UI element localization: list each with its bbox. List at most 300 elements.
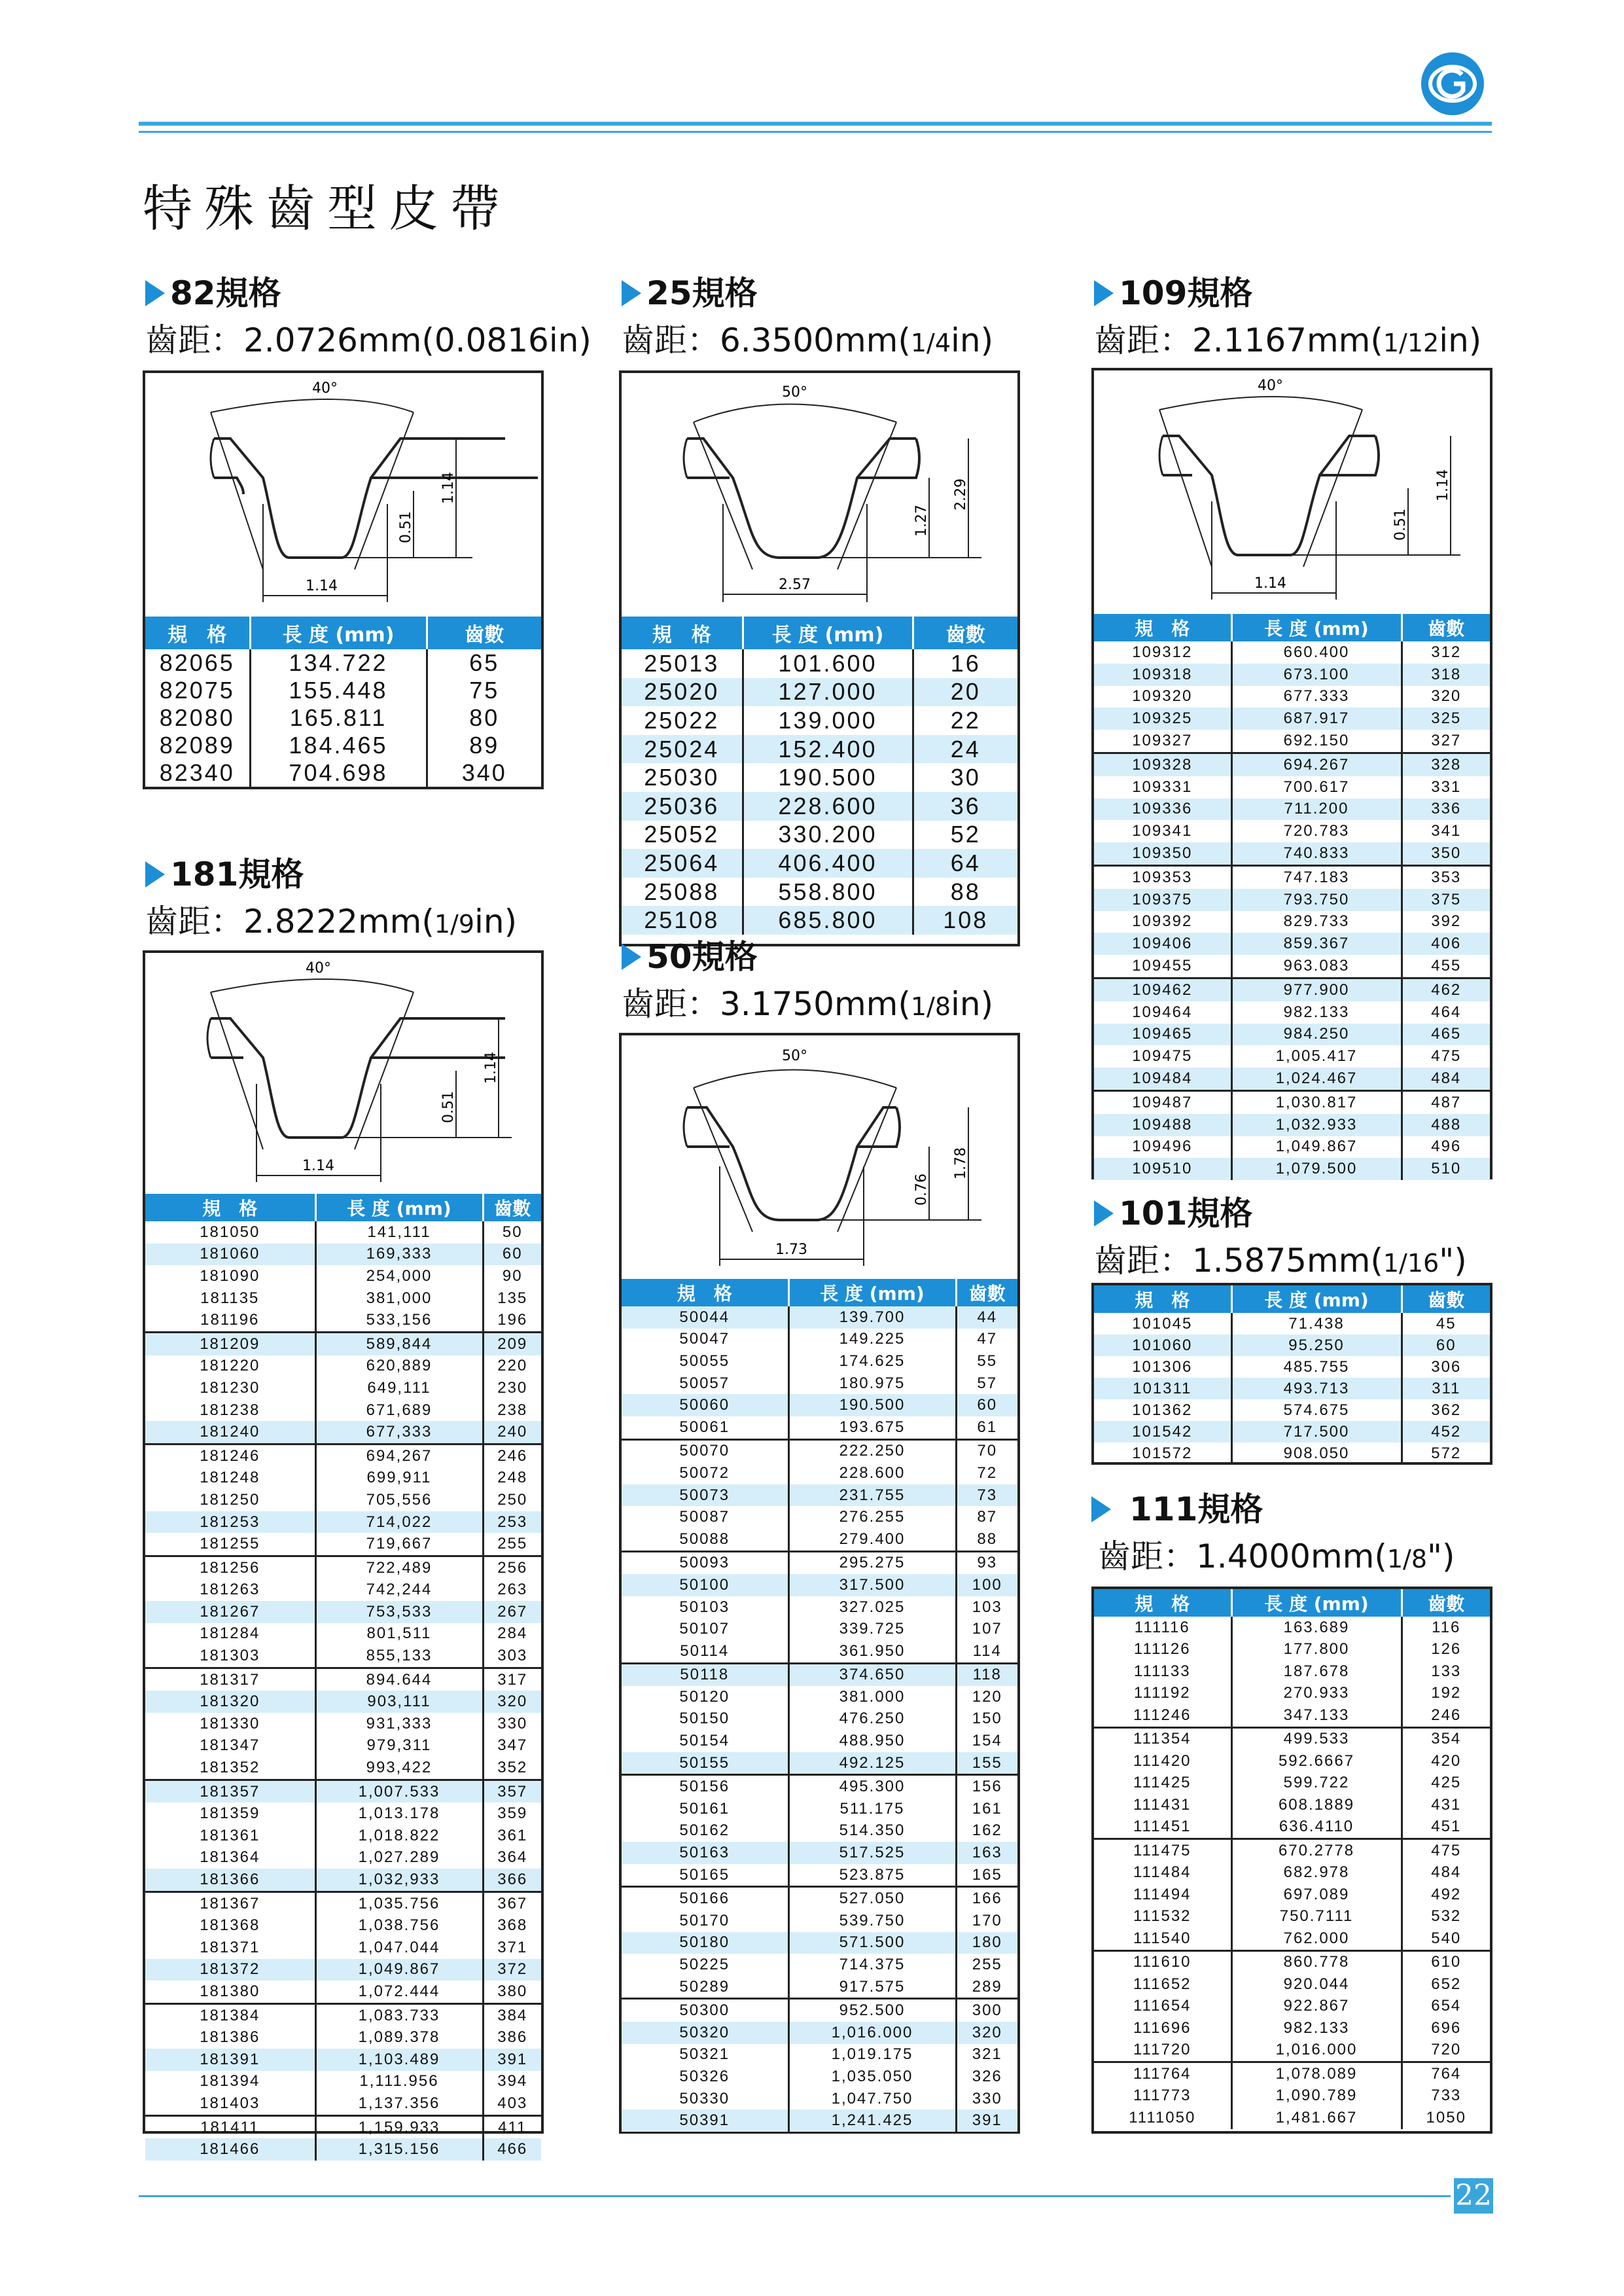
svg-text:40°: 40° <box>312 380 338 397</box>
teeth-cell: 350 <box>1402 842 1490 865</box>
teeth-cell: 135 <box>483 1287 541 1310</box>
spec-table-109: 規 格 長 度 (mm) 齒數 109312 660.400 312 109318 673.100 318 109320 677.333 320 109325 687.917 325 109327 692.150 327 109328 694.267 328 109331 700.617 331 109336 711.200 336 109341 720.783 341 109350 740.833 350 109353 747.183 353 109375 793.750 375 109392 829.733 392 109406 859.367 406 109455 963.083 455 109462 977.900 462 109464 982.133 464 109465 984.250 465 109475 1,005.417 475 109484 1,024.467 484 109487 1,030.817 487 109488 1,032.933 488 109496 1,049.867 496 109510 1,079.500 510 <box>1094 614 1490 1180</box>
teeth-cell: 87 <box>956 1506 1017 1528</box>
svg-text:1.73: 1.73 <box>775 1242 807 1258</box>
table-row <box>622 1798 1017 1820</box>
spec-table-101: 規 格 長 度 (mm) 齒數 101045 71.438 45 101060 95.250 60 101306 485.755 306 101311 493.713 311 101362 574.675 362 101542 717.500 452 101572 908.050 572 <box>1094 1285 1490 1464</box>
length-cell: 1,013.178 <box>315 1803 483 1825</box>
tooth-pitch: 齒距：2.0726mm(0.0816in) <box>145 321 591 359</box>
profile-table-50 <box>619 1033 1020 2134</box>
table-row <box>622 1372 1017 1395</box>
tooth-profile-diagram <box>622 1035 1017 1279</box>
teeth-cell: 572 <box>1402 1443 1490 1464</box>
length-cell: 699,911 <box>315 1467 483 1490</box>
length-cell: 527.050 <box>788 1887 956 1910</box>
table-row <box>1094 686 1490 708</box>
profile-table-181 <box>143 950 544 2159</box>
table-row <box>145 1265 541 1287</box>
table-row <box>145 1825 541 1847</box>
spec-cell: 101362 <box>1132 1401 1193 1419</box>
spec-cell: 181196 <box>200 1311 260 1329</box>
table-row <box>622 878 1017 906</box>
spec-cell: 181284 <box>200 1624 260 1643</box>
length-cell: 1,024.467 <box>1231 1067 1402 1090</box>
spec-cell: 50155 <box>622 1752 788 1775</box>
table-row <box>1094 1617 1490 1639</box>
length-cell: 514.350 <box>788 1820 956 1842</box>
table-row <box>622 1439 1017 1462</box>
teeth-cell: 289 <box>956 1976 1017 1999</box>
length-cell: 511.175 <box>788 1798 956 1820</box>
spec-cell: 50225 <box>679 1956 730 1974</box>
teeth-cell: 488 <box>1402 1114 1490 1136</box>
spec-cell: 109487 <box>1094 1090 1231 1113</box>
spec-cell: 50057 <box>679 1374 730 1392</box>
spec-cell: 111133 <box>1133 1662 1191 1680</box>
length-cell: 533,156 <box>315 1309 483 1332</box>
length-cell: 95.250 <box>1231 1335 1402 1356</box>
spec-cell: 181367 <box>145 1892 315 1914</box>
spec-cell: 109336 <box>1094 798 1231 821</box>
tooth-pitch: 齒距：1.4000mm(1/8") <box>1098 1537 1455 1575</box>
section-50 <box>622 937 993 1026</box>
teeth-cell: 44 <box>956 1306 1017 1329</box>
length-cell: 673.100 <box>1231 664 1402 686</box>
tooth-pitch: 齒距：2.1167mm(1/12in) <box>1094 321 1482 359</box>
spec-cell: 111652 <box>1133 1975 1192 1993</box>
spec-cell: 181394 <box>200 2072 260 2090</box>
length-cell: 1,030.817 <box>1231 1090 1402 1113</box>
table-row <box>622 1730 1017 1752</box>
table-row <box>145 2071 541 2093</box>
table-row <box>1094 1750 1490 1772</box>
teeth-cell: 196 <box>483 1309 541 1332</box>
spec-cell: 181371 <box>200 1938 260 1956</box>
teeth-cell: 60 <box>956 1394 1017 1416</box>
length-cell: 574.675 <box>1231 1399 1402 1421</box>
length-cell: 1,035.756 <box>315 1892 483 1914</box>
length-cell: 711.200 <box>1231 798 1402 821</box>
spec-cell: 50061 <box>679 1418 730 1436</box>
profile-table-101 <box>1091 1283 1492 1465</box>
teeth-cell: 364 <box>483 1847 541 1869</box>
spec-cell: 181403 <box>200 2094 260 2112</box>
teeth-cell: 411 <box>483 2115 541 2138</box>
length-cell: 228.600 <box>743 792 913 821</box>
teeth-cell: 88 <box>956 1528 1017 1551</box>
length-cell: 101.600 <box>743 649 913 678</box>
length-cell: 571.500 <box>788 1932 956 1954</box>
table-row <box>622 706 1017 735</box>
teeth-cell: 764 <box>1402 2062 1490 2085</box>
spec-cell: 109328 <box>1094 753 1231 776</box>
teeth-cell: 263 <box>483 1579 541 1602</box>
spec-cell: 111532 <box>1133 1907 1192 1926</box>
svg-text:40°: 40° <box>1258 378 1283 394</box>
table-row <box>145 1869 541 1892</box>
arrow-icon <box>622 944 641 970</box>
spec-cell: 50055 <box>679 1352 730 1370</box>
spec-cell: 109320 <box>1132 687 1193 706</box>
length-cell: 722,489 <box>315 1556 483 1579</box>
length-cell: 677.333 <box>1231 686 1402 708</box>
spec-cell: 50321 <box>679 2045 730 2064</box>
spec-cell: 181250 <box>200 1490 260 1509</box>
length-cell: 1,047.044 <box>315 1937 483 1959</box>
spec-cell: 50165 <box>679 1865 730 1884</box>
spec-cell: 111425 <box>1133 1774 1192 1792</box>
table-row <box>145 1444 541 1467</box>
table-row <box>145 1645 541 1668</box>
spec-cell: 50070 <box>622 1439 788 1462</box>
spec-cell: 111773 <box>1133 2087 1192 2105</box>
table-row <box>145 1780 541 1803</box>
spec-cell: 50166 <box>622 1887 788 1910</box>
teeth-cell: 70 <box>956 1439 1017 1462</box>
svg-text:1.14: 1.14 <box>1254 575 1286 592</box>
svg-text:0.51: 0.51 <box>398 511 414 543</box>
table-row <box>145 1421 541 1444</box>
spec-cell: 82075 <box>159 677 235 704</box>
spec-cell: 50087 <box>679 1508 730 1526</box>
length-cell: 977.900 <box>1231 978 1402 1001</box>
teeth-cell: 24 <box>913 735 1017 764</box>
table-row <box>622 1640 1017 1663</box>
spec-cell: 25013 <box>644 649 720 677</box>
spec-cell: 109318 <box>1094 664 1231 686</box>
length-cell: 1,103.489 <box>315 2049 483 2071</box>
spec-cell: 181368 <box>200 1916 260 1935</box>
teeth-cell: 253 <box>483 1511 541 1534</box>
table-row <box>622 1528 1017 1551</box>
length-cell: 750.7111 <box>1231 1906 1402 1928</box>
spec-cell: 181248 <box>200 1469 260 1487</box>
table-row <box>622 1574 1017 1596</box>
teeth-cell: 45 <box>1402 1313 1490 1335</box>
spec-cell: 50047 <box>679 1330 730 1348</box>
length-cell: 920.044 <box>1231 1973 1402 1996</box>
teeth-cell: 255 <box>483 1533 541 1556</box>
length-cell: 169,333 <box>315 1244 483 1266</box>
length-cell: 1,315.156 <box>315 2138 483 2161</box>
teeth-cell: 72 <box>956 1462 1017 1484</box>
teeth-cell: 466 <box>483 2138 541 2161</box>
table-row <box>145 1847 541 1869</box>
spec-cell: 181364 <box>200 1848 260 1867</box>
length-cell: 1,481.667 <box>1231 2107 1402 2129</box>
length-cell: 488.950 <box>788 1730 956 1752</box>
teeth-cell: 610 <box>1402 1950 1490 1973</box>
length-cell: 517.525 <box>788 1842 956 1864</box>
teeth-cell: 420 <box>1402 1750 1490 1772</box>
table-row <box>145 759 541 787</box>
length-cell: 740.833 <box>1231 842 1402 865</box>
teeth-cell: 492 <box>1402 1884 1490 1906</box>
teeth-cell: 22 <box>913 706 1017 735</box>
section-109 <box>1094 274 1481 363</box>
teeth-cell: 462 <box>1402 978 1490 1001</box>
table-row <box>622 2066 1017 2088</box>
teeth-cell: 88 <box>913 878 1017 906</box>
teeth-cell: 451 <box>1402 1816 1490 1839</box>
teeth-cell: 386 <box>483 2026 541 2049</box>
table-row <box>145 1467 541 1490</box>
spec-cell: 82089 <box>159 732 235 759</box>
table-row <box>145 1511 541 1534</box>
teeth-cell: 156 <box>956 1775 1017 1798</box>
length-cell: 231.755 <box>788 1484 956 1507</box>
teeth-cell: 246 <box>1402 1704 1490 1727</box>
teeth-cell: 64 <box>913 849 1017 878</box>
spec-cell: 50391 <box>622 2109 788 2132</box>
spec-cell: 181391 <box>145 2049 315 2071</box>
teeth-cell: 372 <box>483 1959 541 1981</box>
table-row <box>145 2115 541 2138</box>
length-cell: 279.400 <box>788 1528 956 1551</box>
table-row <box>145 1556 541 1579</box>
table-row <box>1094 2107 1490 2129</box>
spec-cell: 25088 <box>644 878 720 905</box>
teeth-cell: 250 <box>483 1489 541 1511</box>
svg-text:2.57: 2.57 <box>779 577 811 593</box>
table-row <box>622 821 1017 850</box>
teeth-cell: 114 <box>956 1640 1017 1663</box>
table-row <box>1094 641 1490 664</box>
spec-cell: 181090 <box>200 1266 260 1285</box>
spec-cell: 109455 <box>1132 957 1193 975</box>
table-row <box>1094 1158 1490 1180</box>
length-cell: 1,032.933 <box>1231 1114 1402 1136</box>
section-heading: 111規格 <box>1129 1490 1263 1528</box>
table-row <box>622 1842 1017 1864</box>
spec-cell: 50093 <box>622 1551 788 1574</box>
teeth-cell: 317 <box>483 1668 541 1691</box>
length-cell: 1,159.933 <box>315 2115 483 2138</box>
teeth-cell: 487 <box>1402 1090 1490 1113</box>
spec-cell: 109350 <box>1094 842 1231 865</box>
table-row <box>1094 1045 1490 1067</box>
spec-cell: 111484 <box>1133 1863 1192 1882</box>
teeth-cell: 510 <box>1402 1158 1490 1180</box>
table-row <box>1094 1001 1490 1024</box>
table-row <box>1094 1090 1490 1113</box>
spec-cell: 50180 <box>622 1932 788 1954</box>
teeth-cell: 100 <box>956 1574 1017 1596</box>
spec-cell: 181238 <box>200 1401 260 1419</box>
spec-cell: 101572 <box>1132 1444 1193 1462</box>
table-row <box>145 1221 541 1244</box>
section-181 <box>145 855 517 944</box>
spec-cell: 82065 <box>159 649 235 676</box>
spec-cell: 109327 <box>1132 732 1193 750</box>
section-82 <box>145 274 591 360</box>
teeth-cell: 267 <box>483 1601 541 1623</box>
length-cell: 599.722 <box>1231 1772 1402 1795</box>
teeth-cell: 328 <box>1402 753 1490 776</box>
spec-cell: 181060 <box>145 1244 315 1266</box>
section-25 <box>622 274 993 363</box>
svg-text:40°: 40° <box>306 960 331 977</box>
spec-cell: 50330 <box>679 2089 730 2108</box>
table-row <box>1094 842 1490 865</box>
spec-cell: 25030 <box>644 764 720 791</box>
length-cell: 493.713 <box>1231 1378 1402 1399</box>
table-row <box>145 1287 541 1310</box>
teeth-cell: 248 <box>483 1467 541 1490</box>
table-row <box>1094 1660 1490 1683</box>
teeth-cell: 180 <box>956 1932 1017 1954</box>
teeth-cell: 133 <box>1402 1660 1490 1683</box>
spec-cell: 50154 <box>679 1732 730 1750</box>
teeth-cell: 341 <box>1402 820 1490 842</box>
teeth-cell: 484 <box>1402 1862 1490 1884</box>
table-row <box>1094 1794 1490 1816</box>
arrow-icon <box>1094 280 1114 306</box>
length-cell: 1,049.867 <box>315 1959 483 1981</box>
spec-cell: 111116 <box>1134 1618 1190 1636</box>
table-row <box>622 1954 1017 1976</box>
svg-text:1.14: 1.14 <box>306 578 338 594</box>
length-cell: 982.133 <box>1231 2017 1402 2039</box>
teeth-cell: 380 <box>483 1981 541 2003</box>
teeth-cell: 496 <box>1402 1136 1490 1158</box>
length-cell: 492.125 <box>788 1752 956 1775</box>
table-row <box>622 1462 1017 1484</box>
table-row <box>145 1244 541 1266</box>
table-row <box>1094 1683 1490 1705</box>
teeth-cell: 300 <box>956 1999 1017 2022</box>
teeth-cell: 392 <box>1402 911 1490 933</box>
length-cell: 1,016.000 <box>788 2022 956 2044</box>
svg-text:1.14: 1.14 <box>440 472 457 504</box>
header-rule-thin <box>139 131 1492 133</box>
length-cell: 187.678 <box>1231 1660 1402 1683</box>
spec-cell: 109465 <box>1094 1024 1231 1046</box>
teeth-cell: 165 <box>956 1864 1017 1887</box>
teeth-cell: 326 <box>956 2066 1017 2088</box>
table-row <box>1094 1839 1490 1862</box>
teeth-cell: 475 <box>1402 1045 1490 1067</box>
table-row <box>145 2003 541 2026</box>
length-cell: 589,844 <box>315 1332 483 1355</box>
table-row <box>622 1932 1017 1954</box>
spec-cell: 181255 <box>200 1535 260 1553</box>
teeth-cell: 336 <box>1402 798 1490 821</box>
teeth-cell: 170 <box>956 1910 1017 1932</box>
teeth-cell: 57 <box>956 1372 1017 1395</box>
teeth-cell: 306 <box>1402 1356 1490 1378</box>
table-row <box>1094 1639 1490 1661</box>
spec-cell: 181267 <box>145 1601 315 1623</box>
table-row <box>1094 1950 1490 1973</box>
table-row <box>622 906 1017 935</box>
spec-cell: 50060 <box>622 1394 788 1416</box>
length-cell: 1,018.822 <box>315 1825 483 1847</box>
length-cell: 993,422 <box>315 1757 483 1780</box>
teeth-cell: 246 <box>483 1444 541 1467</box>
spec-cell: 181209 <box>145 1332 315 1355</box>
teeth-cell: 391 <box>956 2109 1017 2132</box>
footer-rule <box>139 2195 1451 2197</box>
header-rule <box>139 122 1492 126</box>
length-cell: 649,111 <box>315 1377 483 1399</box>
teeth-cell: 654 <box>1402 1996 1490 2018</box>
teeth-cell: 108 <box>913 906 1017 935</box>
spec-cell: 111354 <box>1094 1727 1231 1750</box>
spec-cell: 109475 <box>1132 1047 1193 1066</box>
length-cell: 903,111 <box>315 1691 483 1713</box>
length-cell: 952.500 <box>788 1999 956 2022</box>
length-cell: 979,311 <box>315 1735 483 1757</box>
length-cell: 180.975 <box>788 1372 956 1395</box>
table-row <box>1094 776 1490 798</box>
length-cell: 1,007.533 <box>315 1780 483 1803</box>
spec-cell: 181050 <box>200 1223 260 1241</box>
length-cell: 687.917 <box>1231 708 1402 730</box>
teeth-cell: 367 <box>483 1892 541 1914</box>
teeth-cell: 318 <box>1402 664 1490 686</box>
table-row <box>145 1757 541 1780</box>
length-cell: 174.625 <box>788 1350 956 1372</box>
table-row <box>1094 1928 1490 1950</box>
teeth-cell: 36 <box>913 792 1017 821</box>
length-cell: 134.722 <box>250 649 427 677</box>
svg-text:1.78: 1.78 <box>953 1147 969 1179</box>
teeth-cell: 720 <box>1402 2039 1490 2062</box>
length-cell: 742,244 <box>315 1579 483 1602</box>
table-row <box>622 1999 1017 2022</box>
teeth-cell: 1050 <box>1402 2107 1490 2129</box>
section-heading: 181規格 <box>170 855 304 893</box>
spec-cell: 25108 <box>622 906 743 935</box>
table-row <box>145 1691 541 1713</box>
length-cell: 660.400 <box>1231 641 1402 664</box>
teeth-cell: 375 <box>1402 889 1490 911</box>
table-row <box>622 1887 1017 1910</box>
spec-cell: 50326 <box>679 2067 730 2085</box>
length-cell: 539.750 <box>788 1910 956 1932</box>
teeth-cell: 452 <box>1402 1421 1490 1443</box>
table-row <box>145 1668 541 1691</box>
table-row <box>622 678 1017 707</box>
length-cell: 152.400 <box>743 735 913 764</box>
length-cell: 670.2778 <box>1231 1839 1402 1862</box>
length-cell: 177.800 <box>1231 1639 1402 1661</box>
teeth-cell: 162 <box>956 1820 1017 1842</box>
table-row <box>622 1596 1017 1619</box>
spec-cell: 181386 <box>200 2028 260 2047</box>
teeth-cell: 20 <box>913 678 1017 707</box>
table-row <box>622 1618 1017 1640</box>
svg-text:50°: 50° <box>782 1048 807 1064</box>
svg-text:1.14: 1.14 <box>302 1158 334 1174</box>
length-cell: 1,049.867 <box>1231 1136 1402 1158</box>
spec-cell: 109325 <box>1094 708 1231 730</box>
table-row <box>145 1713 541 1735</box>
spec-cell: 50163 <box>622 1842 788 1864</box>
teeth-cell: 320 <box>956 2022 1017 2044</box>
spec-cell: 109488 <box>1094 1114 1231 1136</box>
spec-cell: 50120 <box>679 1687 730 1706</box>
spec-cell: 109510 <box>1094 1158 1231 1180</box>
section-heading: 101規格 <box>1119 1194 1253 1232</box>
table-row <box>1094 2017 1490 2039</box>
length-cell: 1,016.000 <box>1231 2039 1402 2062</box>
teeth-cell: 163 <box>956 1842 1017 1864</box>
table-row <box>145 1399 541 1422</box>
teeth-cell: 126 <box>1402 1639 1490 1661</box>
teeth-cell: 540 <box>1402 1928 1490 1950</box>
